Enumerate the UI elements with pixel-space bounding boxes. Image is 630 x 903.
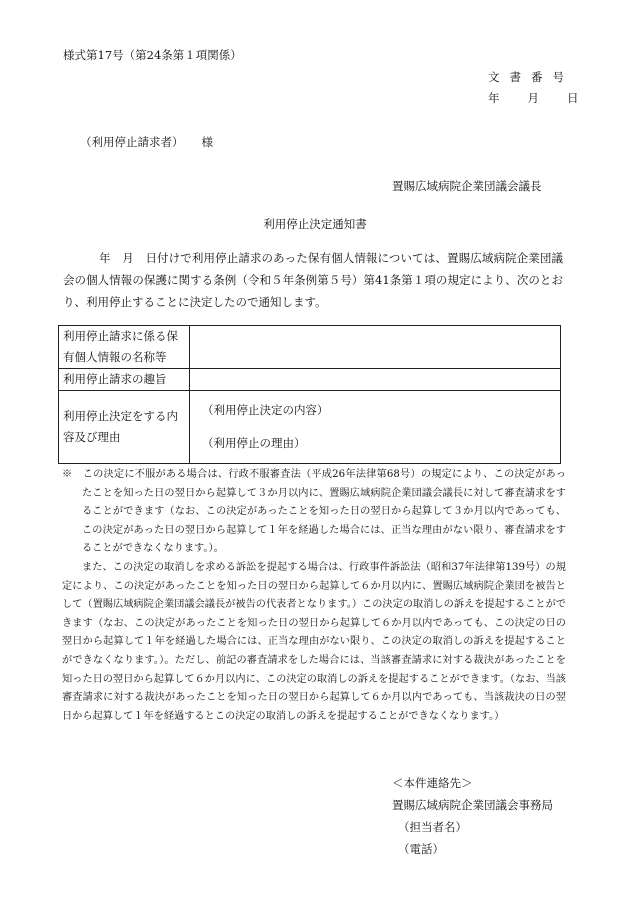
form-number: 様式第17号（第24条第１項関係） [63,48,242,62]
contact-block [392,772,553,860]
note-appeal: ※ この決定に不服がある場合は、行政不服審査法（平成26年法律第68号）の規定により、この決定があったことを知った日の翌日から起算して３か月以内に、置賜広域病院企業団議会議長に対して審査請求をすることができます（なお、この決定があったことを知った日の翌日から起算して３か月以内であっても、この決定があった日の翌日から起算して１年を経過した場合には、正当な理由がない限り、審査請求をすることができなくなります。）。 [62,469,566,555]
row1-value [190,326,561,369]
date-line [488,90,579,106]
decision-reason-label: （利用停止の理由） [202,436,306,450]
table-row [59,369,561,391]
contact-heading: ＜本件連絡先＞ [392,776,473,790]
row3-value [190,391,561,464]
date-day: 日 [567,91,579,105]
date-year: 年 [488,91,500,105]
row3-label: 利用停止決定をする内容及び理由 [59,391,190,464]
table-row [59,326,561,369]
contact-phone: （電話） [398,842,444,856]
contact-office: 置賜広域病院企業団議会事務局 [392,798,553,812]
recipient-honorific: 様 [201,135,213,149]
sender-name: 置賜広域病院企業団議会議長 [392,179,542,193]
row2-label: 利用停止請求の趣旨 [59,369,190,391]
notes-section [62,466,566,726]
recipient-line [80,134,213,150]
row2-value [190,369,561,391]
date-month: 月 [527,91,539,105]
note-lawsuit: また、この決定の取消しを求める訴訟を提起する場合は、行政事件訴訟法（昭和37年法律第139号）の規定により、この決定があったことを知った日の翌日から起算して６か月以内に、置賜広域病院企業団を被告として（置賜広域病院企業団議会議長が被告の代表者となります。）この決定の取消しの訴えを提起することができます（なお、この決定があったことを知った日の翌日から起算して６か月以内であっても、この決定の日の翌日から起算して１年を経過した場合には、正当な理由がない限り、この決定の取消しの訴えを提起することができなくなります。）。ただし、前記の審査請求をした場合には、当該審査請求に対する裁決があったことを知った日の翌日から起算して６か月以内に、この決定の取消しの訴えを提起することができます。（なお、当該審査請求に対する裁決があったことを知った日の翌日から起算して６か月以内であっても、当該裁決の日の翌日から起算して１年を経過するとこの決定の取消しの訴えを提起することができなくなります。） [62,561,566,722]
table-row [59,391,561,464]
contact-person: （担当者名） [398,820,467,834]
row1-label: 利用停止請求に係る保有個人情報の名称等 [59,326,190,369]
body-paragraph: 年 月 日付けで利用停止請求のあった保有個人情報については、置賜広域病院企業団議会の個人情報の保護に関する条例（令和５年条例第５号）第41条第１項の規定により、次のとおり、利用停止することに決定したので通知します。 [63,251,563,309]
document-number-label: 文書番号 [488,70,574,84]
decision-content-label: （利用停止決定の内容） [202,403,329,417]
info-table [58,325,561,464]
document-title: 利用停止決定通知書 [263,217,367,231]
recipient-name: （利用停止請求者） [80,135,184,149]
